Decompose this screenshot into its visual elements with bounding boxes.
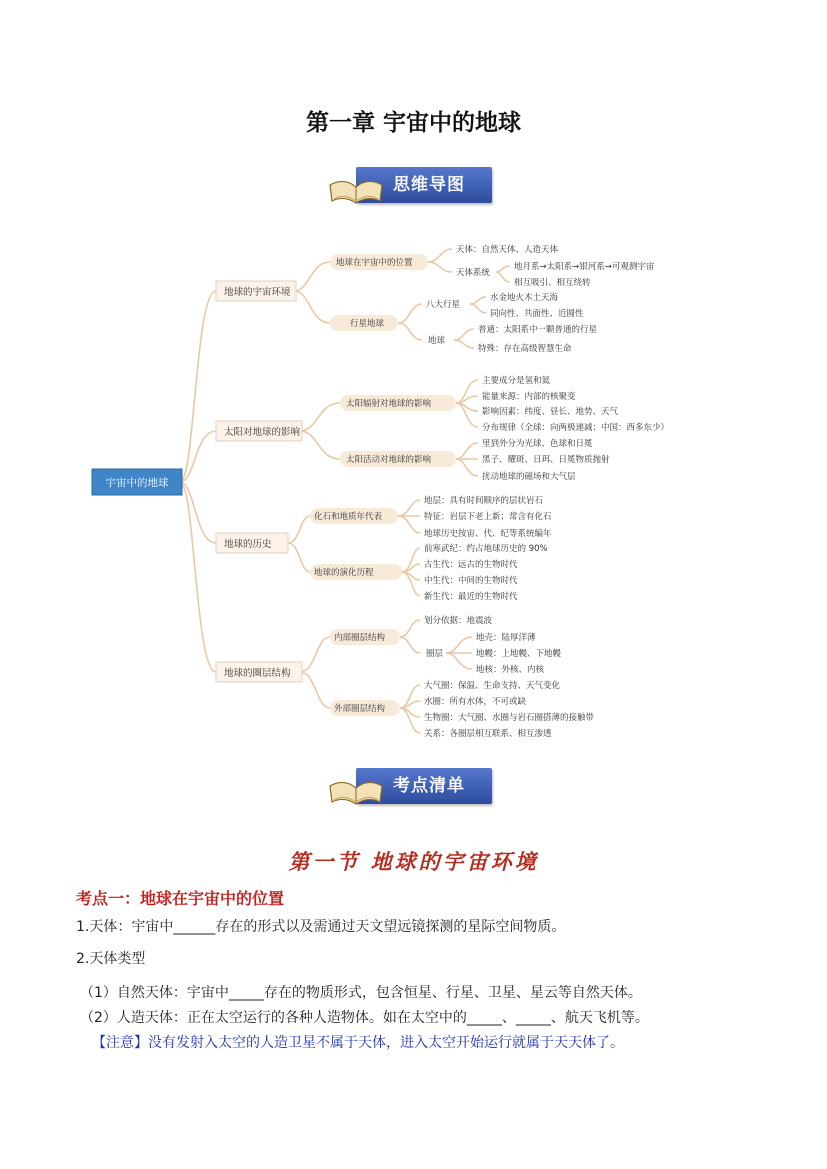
- mindmap-leaf: 地球历史按宙、代、纪等系统编年: [424, 529, 552, 539]
- mindmap-leaf: 大气圈：保温、生命支持、天气变化: [424, 681, 561, 691]
- mindmap-leaf: 特征：岩层下老上新；常含有化石: [424, 512, 552, 522]
- mindmap-leaf: 生物圈：大气圈、水圈与岩石圈搭薄的接触带: [424, 713, 595, 723]
- mindmap-l2-item: 地球在宇宙中的位置: [336, 258, 413, 268]
- mindmap-leaf: 相互吸引、相互绕转: [514, 278, 591, 288]
- paragraph: （2）人造天体：正在太空运行的各种人造物体。如在太空中的_____、_____、航天飞机等。: [80, 1010, 649, 1026]
- mindmap-root: 宇宙中的地球: [105, 477, 169, 489]
- mindmap-l2-item: 太阳活动对地球的影响: [346, 455, 432, 465]
- mindmap-leaf: 分布规律（全球：向两极递减；中国：西多东少）: [482, 423, 670, 433]
- mindmap-leaf: 地核：外核、内核: [476, 665, 545, 675]
- checklist-banner-label: 考点清单: [393, 776, 465, 796]
- note: 【注意】没有发射入太空的人造卫星不属于天体，进入太空开始运行就属于天天体了。: [92, 1035, 624, 1051]
- page-title: 第一章 宇宙中的地球: [305, 109, 521, 136]
- mindmap-leaf: 地月系→太阳系→银河系→可观测宇宙: [514, 262, 655, 272]
- mindmap-l2-item: 行星地球: [350, 319, 385, 329]
- mindmap-l1-item: 地球的宇宙环境: [224, 287, 291, 298]
- mindmap-l2-item: 地球的演化历程: [314, 568, 374, 578]
- open-book-icon: [326, 774, 386, 808]
- mindmap-leaf: 天体系统: [456, 268, 491, 278]
- mindmap-l2-item: 太阳辐射对地球的影响: [346, 399, 432, 409]
- paragraph: 2.天体类型: [76, 951, 146, 967]
- mindmap-l2-item: 外部圈层结构: [334, 704, 386, 714]
- mindmap-l1-item: 地球的圈层结构: [224, 668, 291, 679]
- mindmap-leaf: 关系：各圈层相互联系、相互渗透: [424, 729, 552, 739]
- mindmap-banner: [326, 163, 496, 209]
- mindmap-leaf: 主要成分是氢和氦: [482, 376, 551, 386]
- section-title: 第一节 地球的宇宙环境: [288, 849, 539, 874]
- checklist-banner: [326, 764, 496, 810]
- mindmap-leaf: 古生代：远古的生物时代: [424, 560, 518, 570]
- mindmap-leaf: 里到外分为光球、色球和日冕: [482, 439, 593, 449]
- mindmap-leaf: 地球: [428, 336, 446, 346]
- paragraph: 1.天体：宇宙中______存在的形式以及需通过天文望远镜探测的星际空间物质。: [76, 919, 566, 935]
- mindmap-leaf: 水金地火木土天海: [490, 293, 559, 303]
- mindmap-leaf: 圈层: [426, 649, 444, 659]
- mindmap-leaf: 影响因素：纬度、昼长、地势、天气: [482, 407, 619, 417]
- mind-map: [0, 228, 827, 748]
- key-point-heading: 考点一：地球在宇宙中的位置: [76, 889, 285, 908]
- mindmap-leaf: 特殊：存在高级智慧生命: [478, 344, 572, 354]
- mindmap-l2-item: 化石和地质年代表: [314, 512, 383, 522]
- mindmap-l2-item: 内部圈层结构: [334, 633, 386, 643]
- mindmap-leaf: 划分依据：地震波: [424, 616, 493, 626]
- mindmap-l1-item: 地球的历史: [224, 539, 272, 550]
- mindmap-leaf: 普通：太阳系中一颗普通的行星: [478, 325, 598, 335]
- mindmap-leaf: 前寒武纪：约占地球历史的 90%: [424, 544, 548, 554]
- mindmap-leaf: 新生代：最近的生物时代: [424, 592, 518, 602]
- mindmap-leaf: 同向性、共面性、近圆性: [490, 309, 584, 319]
- mindmap-leaf: 天体：自然天体、人造天体: [456, 245, 559, 255]
- mindmap-l1-item: 太阳对地球的影响: [224, 427, 301, 438]
- mindmap-leaf: 中生代：中间的生物时代: [424, 576, 518, 586]
- paragraph: （1）自然天体：宇宙中_____存在的物质形式，包含恒星、行星、卫星、星云等自然天体。: [80, 985, 642, 1001]
- mindmap-leaf: 地壳：陆厚洋薄: [476, 633, 536, 643]
- mindmap-leaf: 八大行星: [426, 300, 461, 310]
- mindmap-banner-label: 思维导图: [393, 175, 465, 195]
- open-book-icon: [326, 173, 386, 207]
- mindmap-leaf: 扰动地球的磁场和大气层: [482, 472, 576, 482]
- mindmap-leaf: 水圈：所有水体，不可或缺: [424, 697, 527, 707]
- mindmap-leaf: 能量来源：内部的核聚变: [482, 392, 576, 402]
- mindmap-leaf: 地幔：上地幔、下地幔: [476, 649, 562, 659]
- mindmap-leaf: 地层：具有时间顺序的层状岩石: [424, 496, 544, 506]
- mindmap-leaf: 黑子、耀斑、日珥、日冕物质抛射: [482, 455, 610, 465]
